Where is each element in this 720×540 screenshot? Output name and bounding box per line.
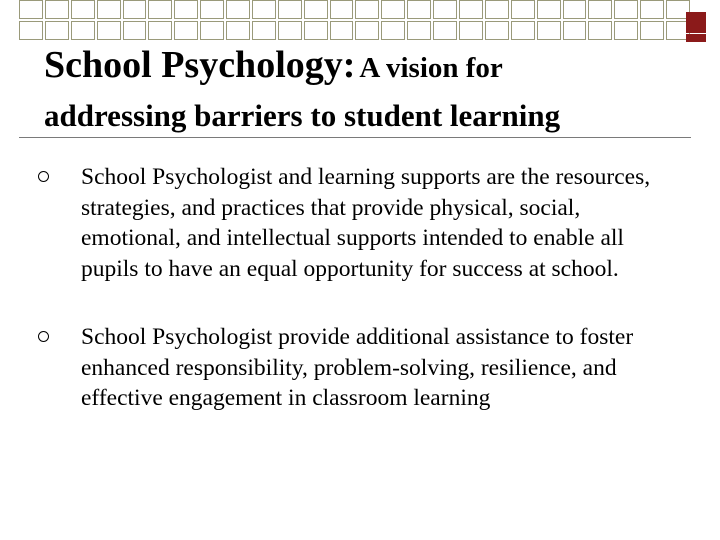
header-grid-cell — [537, 0, 561, 19]
header-grid-cell — [433, 21, 457, 40]
header-grid-cell — [588, 21, 612, 40]
header-grid-cell — [278, 0, 302, 19]
header-grid-cell — [511, 21, 535, 40]
header-grid-cell — [71, 0, 95, 19]
header-grid-cell — [407, 0, 431, 19]
header-grid-cell — [537, 21, 561, 40]
header-grid-cell — [330, 0, 354, 19]
header-grid-cell — [485, 0, 509, 19]
header-grid-cell — [45, 0, 69, 19]
header-grid-cell — [459, 21, 483, 40]
slide-title — [44, 46, 684, 131]
header-grid-cell — [252, 0, 276, 19]
header-grid-cell — [174, 21, 198, 40]
header-grid-cell — [407, 21, 431, 40]
header-grid-cell — [640, 0, 664, 19]
header-grid-cell — [381, 0, 405, 19]
header-grid-cell — [304, 21, 328, 40]
bullet-item — [38, 322, 678, 414]
header-grid-cell — [614, 21, 638, 40]
header-grid-cell — [588, 0, 612, 19]
header-grid-cell — [200, 0, 224, 19]
header-grid-cell — [252, 21, 276, 40]
corner-accent-square-icon — [686, 12, 706, 33]
bullet-text: School Psychologist provide additional assistance to foster enhanced responsibility, problem-solving, resilience, and effective engagement in classroom learning — [81, 324, 634, 411]
header-grid-cell — [200, 21, 224, 40]
header-grid-cell — [278, 21, 302, 40]
header-grid-cell — [123, 0, 147, 19]
slide-title-main: School Psychology: — [44, 44, 356, 86]
bullet-text: School Psychologist and learning supports are the resources, strategies, and practices that provide physical, social, emotional, and intellectual supports intended to enable all pupils to have an equal opportunity for success at school. — [81, 164, 651, 282]
header-grid-cell — [614, 0, 638, 19]
header-grid-cell — [304, 0, 328, 19]
header-grid-cell — [355, 21, 379, 40]
hollow-circle-bullet-icon — [38, 331, 49, 342]
hollow-circle-bullet-icon — [38, 171, 49, 182]
header-grid-cell — [174, 0, 198, 19]
bullet-item — [38, 162, 678, 284]
header-grid-cell — [97, 0, 121, 19]
slide-title-sub: A vision for — [359, 52, 503, 84]
header-grid-cell — [381, 21, 405, 40]
header-grid-cell — [123, 21, 147, 40]
header-decorative-grid — [19, 0, 690, 40]
header-grid-cell — [640, 21, 664, 40]
header-grid-cell — [433, 0, 457, 19]
title-divider — [19, 137, 691, 138]
header-grid-cell — [355, 0, 379, 19]
bullet-list — [38, 162, 678, 452]
header-grid-cell — [148, 21, 172, 40]
header-grid-cell — [19, 0, 43, 19]
header-grid-cell — [459, 0, 483, 19]
slide-title-line-1 — [44, 46, 684, 84]
header-grid-cell — [485, 21, 509, 40]
header-grid-cell — [97, 21, 121, 40]
header-grid-cell — [563, 0, 587, 19]
header-grid-cell — [148, 0, 172, 19]
header-grid-cell — [226, 0, 250, 19]
header-grid-cell — [563, 21, 587, 40]
header-grid-cell — [511, 0, 535, 19]
header-grid-cell — [45, 21, 69, 40]
corner-accent-square-lower-icon — [686, 34, 706, 42]
slide-title-line-2: addressing barriers to student learning — [44, 98, 561, 133]
header-grid-cell — [226, 21, 250, 40]
header-grid-cell — [19, 21, 43, 40]
header-grid-cell — [330, 21, 354, 40]
header-grid-cell — [71, 21, 95, 40]
